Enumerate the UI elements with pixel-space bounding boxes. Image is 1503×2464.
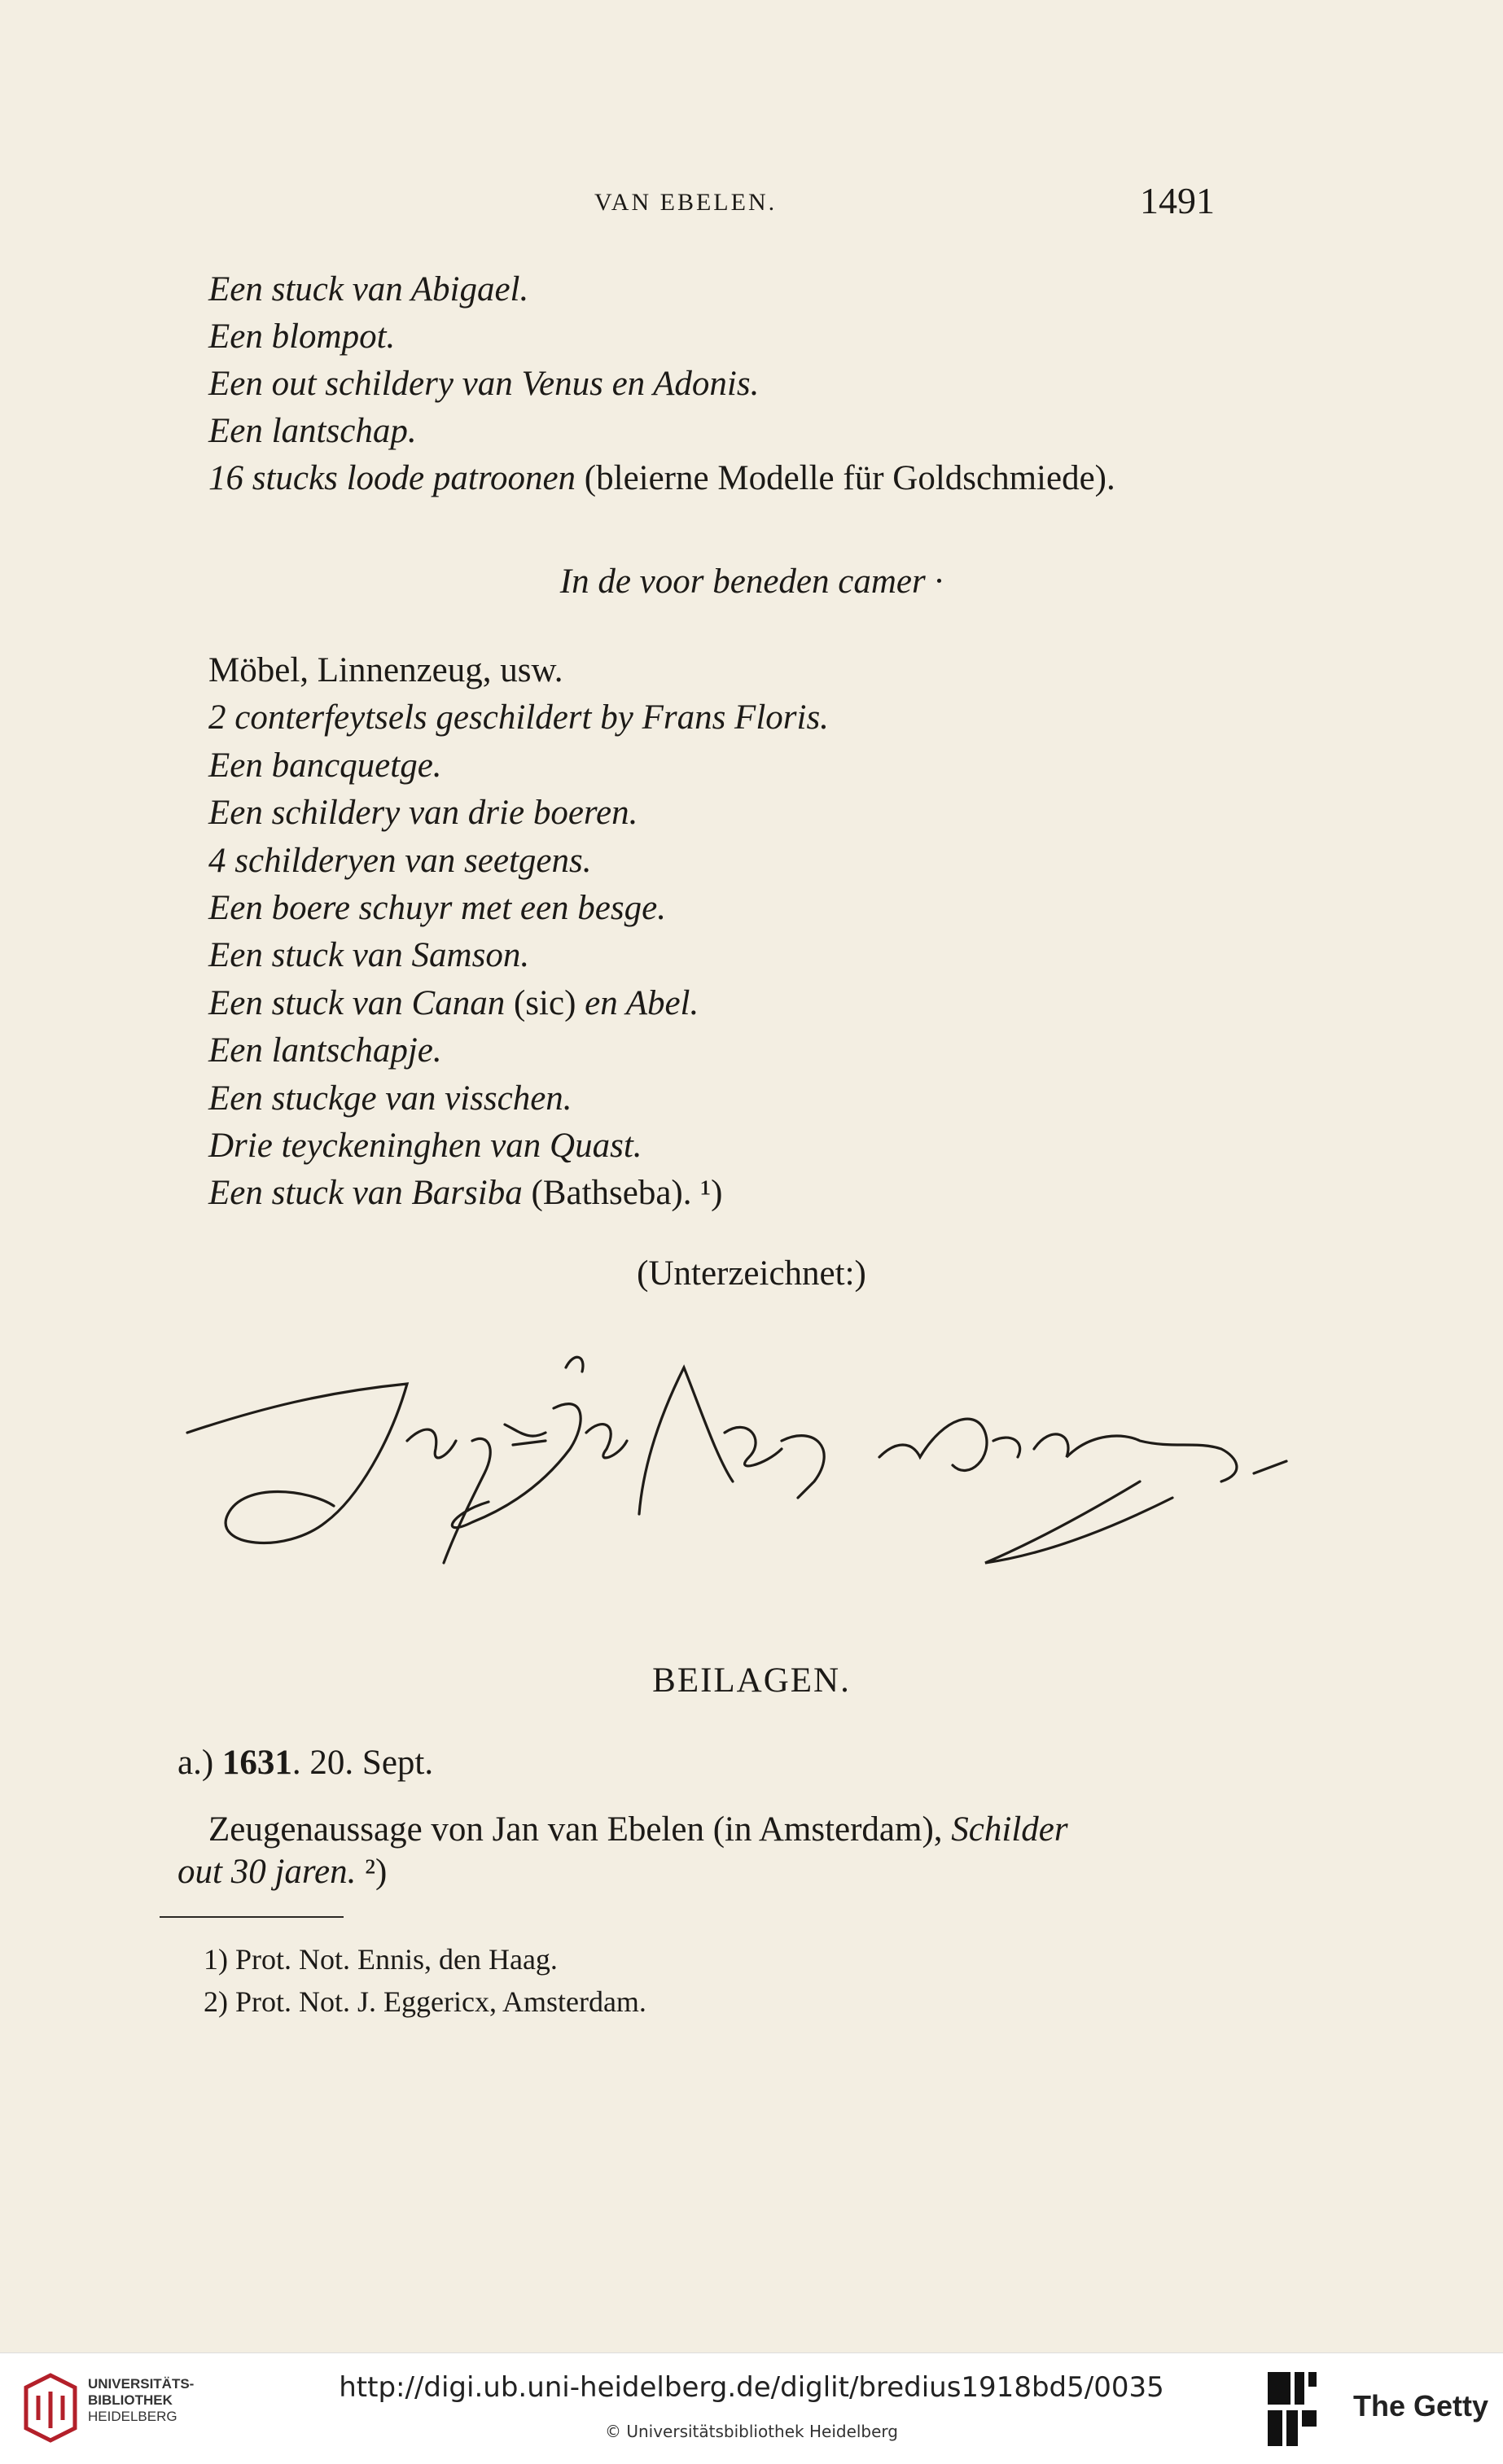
inventory-item-text: 2 conterfeytsels geschildert by Frans Floris. xyxy=(208,698,829,737)
footnote-2: 2) Prot. Not. J. Eggericx, Amsterdam. xyxy=(204,1985,646,2018)
room-heading: In de voor beneden camer · xyxy=(559,562,944,601)
signature-image xyxy=(163,1319,1319,1579)
running-head: VAN EBELEN. xyxy=(594,189,778,216)
page-number: 1491 xyxy=(1140,180,1215,221)
inventory-item-text: en Abel. xyxy=(585,983,699,1022)
entry-text-line2 xyxy=(177,1851,387,1893)
library-name-line3: HEIDELBERG xyxy=(88,2409,177,2424)
footnote-1: 1) Prot. Not. Ennis, den Haag. xyxy=(204,1943,558,1976)
inventory-item-text: Een lantschapje. xyxy=(208,1031,442,1070)
entry-text-normal: Zeugenaussage von Jan van Ebelen (in Amsterdam), xyxy=(208,1810,952,1849)
inventory-item-text: Een stuck van Canan xyxy=(208,983,506,1022)
entry-year: 1631 xyxy=(221,1744,292,1782)
inventory-item-text: 4 schilderyen van seetgens. xyxy=(208,841,592,880)
inventory-item-text: (bleierne Modelle für Goldschmiede). xyxy=(576,459,1115,497)
inventory-item xyxy=(208,792,638,834)
inventory-item xyxy=(208,983,699,1025)
partner-name: The Getty xyxy=(1353,2389,1489,2422)
copyright-notice: © Universitätsbibliothek Heidelberg xyxy=(604,2422,898,2441)
entry-text-italic-2: out 30 jaren. xyxy=(177,1853,357,1891)
inventory-item xyxy=(208,697,829,739)
inventory-item-text: Drie teyckeninghen van Quast. xyxy=(208,1127,642,1165)
inventory-item-text: Een stuck van Barsiba xyxy=(208,1174,523,1213)
inventory-item-text: Een schildery van drie boeren. xyxy=(208,794,638,833)
viewer-footer xyxy=(0,2352,1503,2464)
section-title: BEILAGEN. xyxy=(652,1661,851,1700)
inventory-item xyxy=(208,1030,442,1072)
inventory-item xyxy=(208,269,528,311)
inventory-item xyxy=(208,316,395,358)
inventory-item-text: (Bathseba). ¹) xyxy=(522,1174,723,1213)
inventory-item-text: Een out schildery van Venus en Adonis. xyxy=(208,365,760,403)
entry-date xyxy=(177,1742,433,1784)
inventory-item xyxy=(208,745,442,787)
inventory-item-text: Een boere schuyr met een besge. xyxy=(208,889,666,927)
inventory-item xyxy=(208,457,1115,500)
getty-logo-icon xyxy=(1264,2368,1321,2449)
entry-day: . 20. Sept. xyxy=(291,1744,434,1782)
library-name-line2: BIBLIOTHEK xyxy=(88,2392,173,2408)
inventory-item-text: Een blompot. xyxy=(208,317,396,356)
library-name-line1: UNIVERSITÄTS- xyxy=(88,2376,195,2392)
inventory-item xyxy=(208,934,529,977)
inventory-item xyxy=(208,650,563,692)
entry-text-line1 xyxy=(208,1809,1068,1851)
signed-label: (Unterzeichnet:) xyxy=(637,1254,866,1293)
inventory-item xyxy=(208,410,417,453)
inventory-item-text: Een lantschap. xyxy=(208,412,417,450)
inventory-item xyxy=(208,887,666,930)
inventory-item xyxy=(208,840,591,882)
inventory-item-text: 16 stucks loode patroonen xyxy=(208,459,576,497)
entry-text-italic: Schilder xyxy=(951,1810,1068,1849)
footnote-divider xyxy=(160,1916,344,1918)
inventory-item-text: Een stuck van Samson. xyxy=(208,936,530,975)
inventory-item xyxy=(208,1172,722,1214)
entry-prefix: a.) xyxy=(177,1744,222,1782)
entry-footnote-ref: ²) xyxy=(356,1853,388,1891)
inventory-item-text: (sic) xyxy=(505,983,585,1022)
inventory-item-text: Een stuck van Abigael. xyxy=(208,270,529,309)
inventory-item-text: Möbel, Linnenzeug, usw. xyxy=(208,651,563,689)
inventory-item xyxy=(208,1078,572,1120)
inventory-item-text: Een bancquetge. xyxy=(208,746,442,785)
inventory-item xyxy=(208,1125,642,1167)
inventory-item-text: Een stuckge van visschen. xyxy=(208,1079,572,1118)
permalink-url[interactable]: http://digi.ub.uni-heidelberg.de/diglit/bredius1918bd5/0035 xyxy=(339,2371,1164,2404)
inventory-item xyxy=(208,363,759,405)
